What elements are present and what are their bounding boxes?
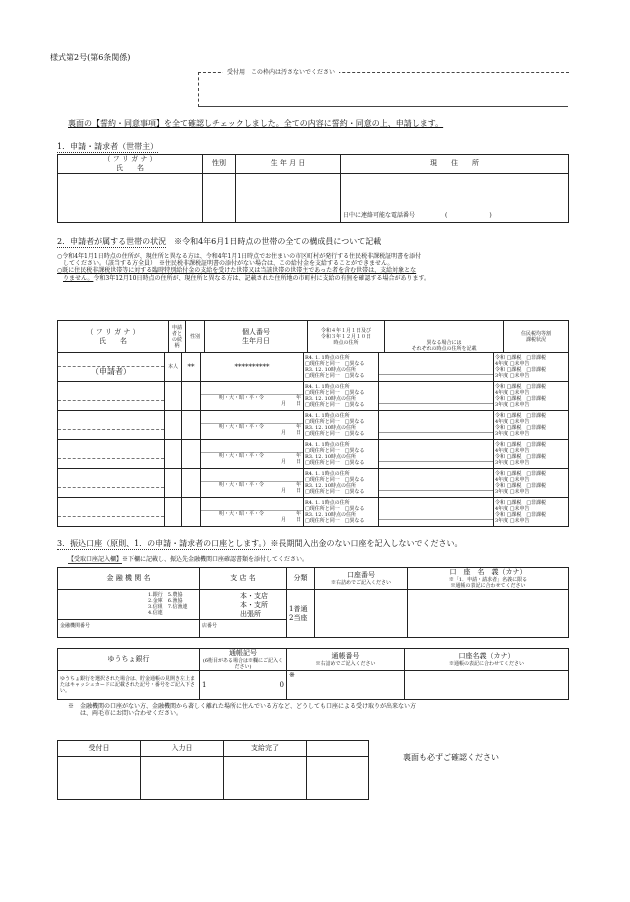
account-type-option[interactable]: 1普通 <box>289 604 308 613</box>
birth-field[interactable] <box>236 173 341 223</box>
member-tax-field[interactable]: 令和 □課税 □非課税 4年度 □未申告 令和 □課税 □非課税 3年度 □未申告 <box>494 382 569 411</box>
branch-type-option[interactable]: 本・支所 <box>240 600 268 609</box>
member-birth-field[interactable]: 明・大・昭・平・令 年 月 日 <box>201 498 304 527</box>
member-address-field[interactable]: R4. 1. 1時点の住所 □現住所と同一 □異なる R3. 12. 10時点の住所 □現住所と同一 □異なる <box>304 353 379 382</box>
section2-title: 2．申請者が属する世帯の状況 <box>57 237 167 246</box>
bank-table: 金 融 機 関 名 支 店 名 分類 口座番号 ※右詰めでご記入ください 口 座 名 義（カナ） ※「1．申請・請求者」名義に限る ※通帳の表記に合わせてください 1.銀行 5.農協 2.金庫 6.漁協 3.信組 7.信漁連 4.信連 金融機関番号 本・支店 本・支所 出張所 店番号 1普通 2当座 <box>57 567 569 638</box>
back-note: 裏面も必ずご確認ください <box>403 753 499 762</box>
member-diff-address-field[interactable] <box>379 498 494 527</box>
name-field[interactable] <box>58 173 203 223</box>
member-birth-field[interactable]: 明・大・昭・平・令 年 月 日 <box>201 382 304 411</box>
receipt-note: この枠内は汚さないでください <box>251 69 336 76</box>
member-address-field[interactable]: R4. 1. 1時点の住所 □現住所と同一 □異なる R3. 12. 10時点の住所 □現住所と同一 □異なる <box>304 498 379 527</box>
member-address-field[interactable]: R4. 1. 1時点の住所 □現住所と同一 □異なる R3. 12. 10時点の住所 □現住所と同一 □異なる <box>304 411 379 440</box>
member-birth-field[interactable]: 明・大・昭・平・令 年 月 日 <box>201 411 304 440</box>
receipt-label: 受付用 <box>227 69 246 76</box>
member-birth-field[interactable]: 明・大・昭・平・令 年 月 日 <box>201 469 304 498</box>
entered-label: 入力日 <box>141 741 224 757</box>
account-type-field[interactable] <box>287 590 315 638</box>
address-label: 現 住 所 <box>341 155 569 174</box>
household-rows <box>57 352 569 527</box>
member-relation-field[interactable] <box>165 498 182 527</box>
household-table: （ フ リ ガ ナ ） 氏 名 申請者との続柄 性別 個人番号 生年月日 令和４年１月１日及び 令和３年１２月１０日 時点の住所 異なる場合には それぞれの時点の住所を記載 住民税均等割 課税状況 <box>57 320 569 353</box>
furigana-label: （ フ リ ガ ナ ） <box>103 155 157 163</box>
member-name-field[interactable] <box>58 469 165 498</box>
member-tax-field[interactable]: 令和 □課税 □非課税 4年度 □未申告 令和 □課税 □非課税 3年度 □未申告 <box>494 498 569 527</box>
holder-field[interactable] <box>408 590 569 638</box>
account-subtitle: 【受取口座記入欄】 <box>68 556 123 563</box>
branch-field[interactable]: 本・支店 本・支所 出張所 店番号 <box>200 590 287 638</box>
member-gender-field[interactable] <box>182 498 201 527</box>
gender-label: 性別 <box>203 155 236 174</box>
remote-note: ※ 金融機関の口座がない方、金融機関から著しく離れた場所に住んでいる方など、どうしても口座による受け取りが出来ない方 は、両毛市にお問い合わせください。 <box>68 703 417 718</box>
member-tax-field[interactable]: 令和 □課税 □非課税 4年度 □未申告 令和 □課税 □非課税 3年度 □未申告 <box>494 440 569 469</box>
member-gender-field[interactable] <box>182 469 201 498</box>
bank-type-option[interactable]: 2.金庫 6.漁協 <box>148 598 183 604</box>
member-gender-field[interactable] <box>182 382 201 411</box>
member-address-field[interactable]: R4. 1. 1時点の住所 □現住所と同一 □異なる R3. 12. 10時点の住所 □現住所と同一 □異なる <box>304 382 379 411</box>
received-label: 受付日 <box>58 741 141 757</box>
bank-type-option[interactable]: 1.銀行 5.農協 <box>148 592 183 598</box>
bank-type-option[interactable]: 3.信組 7.信漁連 <box>148 604 188 610</box>
member-relation-field[interactable] <box>165 411 182 440</box>
type-label: 分類 <box>287 568 315 590</box>
name-label: 氏 名 <box>116 163 144 172</box>
member-gender-field[interactable] <box>182 411 201 440</box>
member-tax-field[interactable]: 令和 □課税 □非課税 4年度 □未申告 令和 □課税 □非課税 3年度 □未申告 <box>494 469 569 498</box>
address-field[interactable] <box>341 173 569 223</box>
member-tax-field[interactable]: 令和 □課税 □非課税 4年度 □未申告 令和 □課税 □非課税 3年度 □未申告 <box>494 353 569 382</box>
yucho-label: ゆうちょ銀行 <box>58 649 200 671</box>
section1-title: 1．申請・請求者（世帯主） <box>57 142 159 151</box>
yucho-holder-field[interactable] <box>405 670 569 699</box>
applicant-label: （申請者） <box>91 366 131 376</box>
member-name-field[interactable] <box>58 353 165 382</box>
member-diff-address-field[interactable] <box>379 469 494 498</box>
member-address-field[interactable]: R4. 1. 1時点の住所 □現住所と同一 □異なる R3. 12. 10時点の住所 □現住所と同一 □異なる <box>304 469 379 498</box>
member-diff-address-field[interactable] <box>379 411 494 440</box>
member-relation-field[interactable] <box>165 440 182 469</box>
phone-field[interactable]: ( ) <box>445 211 492 219</box>
member-name-field[interactable] <box>58 498 165 527</box>
member-name-field[interactable] <box>58 440 165 469</box>
member-diff-address-field[interactable] <box>379 440 494 469</box>
tsucho-number-field[interactable]: ※ <box>287 670 405 699</box>
account-type-option[interactable]: 2当座 <box>289 613 308 622</box>
member-diff-address-field[interactable] <box>379 353 494 382</box>
member-gender-field[interactable]: ** <box>182 353 201 382</box>
birth-label: 生 年 月 日 <box>236 155 341 174</box>
section3-title: 3．振込口座（原則、1．の申請・請求者の口座とします。） <box>57 539 271 548</box>
office-table <box>57 740 369 800</box>
bank-name-label: 金 融 機 関 名 <box>58 568 200 590</box>
branch-type-option[interactable]: 本・支店 <box>240 592 268 600</box>
member-tax-field[interactable]: 令和 □課税 □非課税 4年度 □未申告 令和 □課税 □非課税 3年度 □未申告 <box>494 411 569 440</box>
gender-field[interactable] <box>203 173 236 223</box>
yucho-note: ゆうちょ銀行を選択された場合は、貯金通帳の見開き左上またはキャッシュカードに記載された記号・番号をご記入下さい。 <box>58 670 200 699</box>
bank-type-option[interactable]: 4.信連 <box>148 610 163 616</box>
bank-name-field[interactable]: 1.銀行 5.農協 2.金庫 6.漁協 3.信組 7.信漁連 4.信連 金融機関番号 <box>58 590 200 638</box>
section3-note: ※長期間入出金のない口座を記入しないでください。 <box>270 539 463 548</box>
member-relation-field[interactable]: 本人 <box>165 353 182 382</box>
yucho-table: ゆうちょ銀行 通帳記号 (6桁目がある場合は※欄にご記入ください) 通帳番号 ※右詰めでご記入ください 口座名義（カナ） ※通帳の表記に合わせてください ゆうちょ銀行を選択された場合は、貯金通帳の見開き左上またはキャッシュカードに記載された記号・番号をご記入下さい。 1 0 ※ <box>57 648 569 700</box>
account-number-field[interactable] <box>315 590 408 638</box>
applicant-table <box>57 154 569 223</box>
phone-label: 日中に連絡可能な電話番号 <box>343 211 416 219</box>
form-number: 様式第2号(第6条関係) <box>50 53 131 62</box>
member-relation-field[interactable] <box>165 382 182 411</box>
member-address-field[interactable]: R4. 1. 1時点の住所 □現住所と同一 □異なる R3. 12. 10時点の住所 □現住所と同一 □異なる <box>304 440 379 469</box>
member-birth-field[interactable]: 明・大・昭・平・令 年 月 日 <box>201 440 304 469</box>
member-name-field[interactable] <box>58 382 165 411</box>
section2-subtitle: ※令和4年6月1日時点の世帯の全ての構成員について記載 <box>174 237 382 246</box>
member-diff-address-field[interactable] <box>379 382 494 411</box>
paid-label: 支給完了 <box>224 741 307 757</box>
tsucho-symbol-field[interactable]: 1 0 <box>200 670 287 699</box>
branch-type-option[interactable]: 出張所 <box>240 609 261 618</box>
confirm-banner: 裏面の【誓約・同意事項】を全て確認しチェックしました。全ての内容に誓約・同意の上、申請します。 <box>68 119 444 128</box>
member-name-field[interactable] <box>58 411 165 440</box>
member-relation-field[interactable] <box>165 469 182 498</box>
receipt-box <box>198 69 569 107</box>
member-gender-field[interactable] <box>182 440 201 469</box>
branch-label: 支 店 名 <box>200 568 287 590</box>
section2-notes: ○令和4年1月1日時点の住所が、現住所と異なる方は、令和4年1月1日時点でお住まいの市区町村が発行する住民税非課税証明書を添付 してください。（該当する方全員） ※住民税非課税証明書の添付がない場合は、この給付金を支給することができません。 ○既に住民税非課税世帯等に対する臨時特別給付金の支給を受けた世帯又は当該世帯の世帯主であった者を含む世帯は、支給対象とな りません。令和3年12月10日時点の住所が、現住所と異なる方は、記載された住所地の市町村に支給の有無を確認する場合があります。 <box>57 253 430 282</box>
member-mynumber-field[interactable]: ********** <box>201 353 304 382</box>
